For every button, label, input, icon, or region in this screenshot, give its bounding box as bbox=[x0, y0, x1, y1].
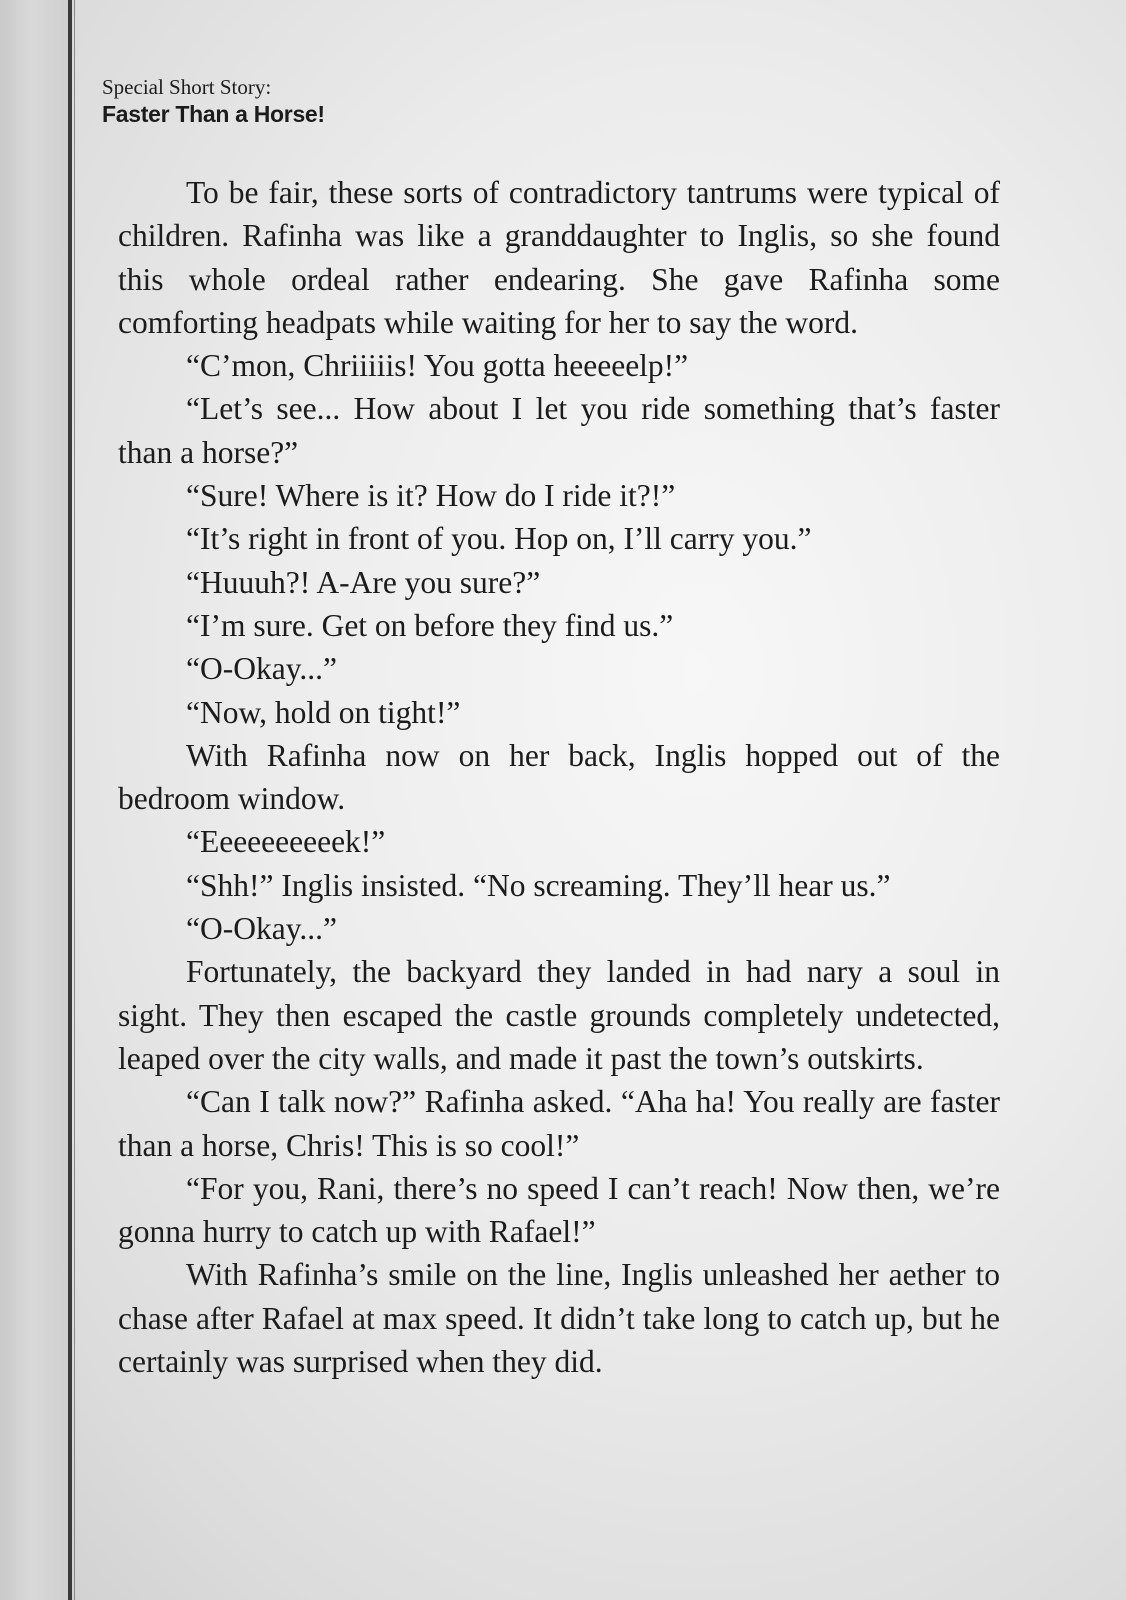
paragraph: “For you, Rani, there’s no speed I can’t reach! Now then, we’re gonna hurry to catch up with Rafael!” bbox=[118, 1170, 1000, 1250]
paragraph: To be fair, these sorts of contradictory tantrums were typical of children. Rafinha was like a granddaughter to Inglis, so she found this whole ordeal rather endearing. She gave Rafinha some comforting headpats while waiting for her to say the word. bbox=[118, 175, 1000, 340]
paragraph: “O-Okay...” bbox=[186, 911, 338, 947]
paragraph: “Eeeeeeeeeek!” bbox=[186, 824, 386, 860]
paragraph: “O-Okay...” bbox=[186, 651, 338, 687]
paragraph: “Shh!” Inglis insisted. “No screaming. They’ll hear us.” bbox=[186, 867, 891, 903]
paragraph: With Rafinha’s smile on the line, Inglis unleashed her aether to chase after Rafael at max speed. It didn’t take long to catch up, but he certainly was surprised when they did. bbox=[118, 1257, 1000, 1380]
paragraph: “Can I talk now?” Rafinha asked. “Aha ha! You really are faster than a horse, Chris! This is so cool!” bbox=[118, 1084, 1000, 1163]
story-header bbox=[102, 74, 325, 128]
paragraph: With Rafinha now on her back, Inglis hopped out of the bedroom window. bbox=[118, 737, 1000, 817]
paragraph: “C’mon, Chriiiiis! You gotta heeeeelp!” bbox=[186, 348, 689, 384]
page-border-line bbox=[68, 0, 72, 1600]
page-border-line-inner bbox=[74, 0, 75, 1600]
paragraph: “Let’s see... How about I let you ride something that’s faster than a horse?” bbox=[118, 391, 1000, 470]
story-kicker: Special Short Story: bbox=[102, 75, 272, 99]
page-binding-edge bbox=[0, 0, 68, 1600]
paragraph: Fortunately, the backyard they landed in had nary a soul in sight. They then escaped the castle grounds completely undetected, leaped over the city walls, and made it past the town’s outskirts. bbox=[118, 954, 1000, 1076]
paragraph: “Sure! Where is it? How do I ride it?!” bbox=[186, 478, 676, 514]
story-body bbox=[118, 171, 1000, 1383]
paragraph: “Now, hold on tight!” bbox=[186, 694, 461, 730]
paragraph: “I’m sure. Get on before they find us.” bbox=[186, 607, 674, 643]
story-title: Faster Than a Horse! bbox=[102, 101, 325, 127]
paragraph: “Huuuh?! A-Are you sure?” bbox=[186, 564, 541, 600]
paragraph: “It’s right in front of you. Hop on, I’ll carry you.” bbox=[186, 521, 812, 557]
